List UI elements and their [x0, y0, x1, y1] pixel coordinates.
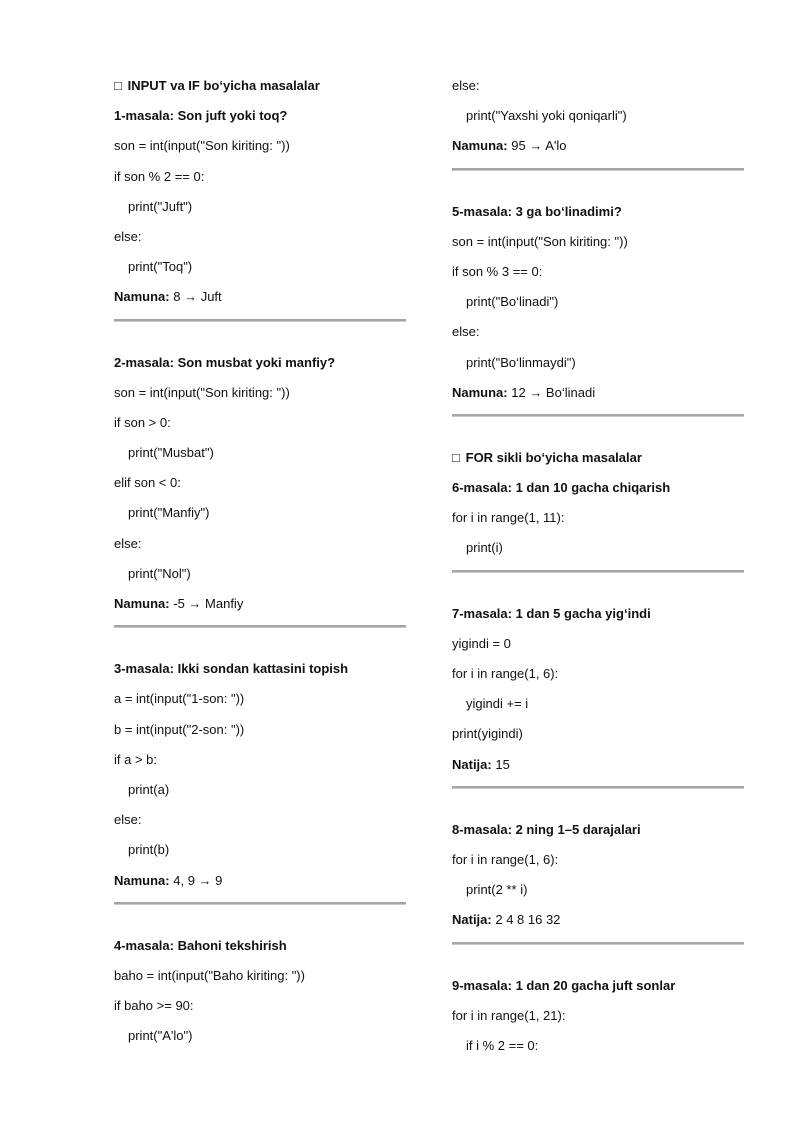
section-heading	[452, 443, 744, 473]
result-line	[452, 905, 744, 935]
code-line: if son % 3 == 0:	[452, 263, 543, 279]
code-line: for i in range(1, 6):	[452, 666, 559, 681]
code-line: print(i)	[466, 540, 503, 556]
heading-text: 1-masala: Son juft yoki toq?	[114, 108, 288, 124]
result-label: Namuna:	[452, 384, 508, 400]
code-line: print("Manfiy")	[128, 505, 210, 521]
code-line: for i in range(1, 21):	[452, 1007, 566, 1023]
heading-text: 4-masala: Bahoni tekshirish	[114, 937, 287, 953]
result-label: Namuna:	[114, 596, 170, 611]
section-divider	[452, 936, 744, 959]
right-column	[452, 71, 744, 1061]
code-line: else:	[452, 324, 480, 340]
section-divider	[452, 780, 744, 803]
code-line: print(2 ** i)	[466, 882, 528, 898]
result-label: Natija:	[452, 756, 492, 772]
code-line: print(yigindi)	[452, 726, 523, 742]
code-line: if baho >= 90:	[114, 998, 194, 1014]
code-line: b = int(input("2-son: "))	[114, 721, 245, 737]
code-line: son = int(input("Son kiriting: "))	[114, 138, 290, 154]
result-value: 12 → Bo‘linadi	[511, 384, 596, 400]
heading-text: 5-masala: 3 ga bo‘linadimi?	[452, 203, 622, 219]
code-line: print("Musbat")	[128, 445, 214, 461]
result-line	[452, 750, 744, 780]
code-line: print("A'lo")	[128, 1028, 193, 1044]
code-line: a = int(input("1-son: "))	[114, 691, 245, 707]
heading-text: 2-masala: Son musbat yoki manfiy?	[114, 354, 336, 370]
section-divider	[452, 408, 744, 431]
heading-text: INPUT va IF bo‘yicha masalalar	[127, 78, 320, 93]
heading-text: 3-masala: Ikki sondan kattasini topish	[114, 661, 349, 677]
code-line: print("Juft")	[128, 198, 193, 214]
result-label: Namuna:	[452, 138, 508, 154]
result-line	[114, 282, 406, 312]
code-line: else:	[114, 535, 142, 551]
code-line: son = int(input("Son kiriting: "))	[452, 233, 628, 249]
heading-text: 9-masala: 1 dan 20 gacha juft sonlar	[452, 977, 676, 993]
result-line	[114, 866, 406, 896]
task-heading	[452, 971, 744, 1001]
result-line	[114, 589, 406, 619]
left-column	[114, 71, 406, 1051]
result-value: 4, 9 → 9	[173, 872, 223, 888]
code-line: yigindi = 0	[452, 635, 511, 651]
task-heading	[114, 654, 406, 684]
result-value: 8 → Juft	[173, 289, 222, 305]
task-heading	[452, 473, 744, 503]
code-line: print(a)	[128, 781, 170, 797]
code-line: if a > b:	[114, 751, 157, 767]
heading-text: 8-masala: 2 ning 1–5 darajalari	[452, 821, 641, 837]
code-line: for i in range(1, 11):	[452, 510, 565, 526]
task-heading	[114, 931, 406, 961]
code-line: yigindi += i	[466, 696, 529, 712]
result-label: Natija:	[452, 912, 492, 928]
code-line: else:	[452, 78, 480, 93]
heading-text: 7-masala: 1 dan 5 gacha yig‘indi	[452, 605, 651, 621]
section-divider	[114, 313, 406, 336]
result-value: 2 4 8 16 32	[495, 912, 561, 928]
heading-text: FOR sikli bo‘yicha masalalar	[465, 449, 642, 465]
code-line: print("Toq")	[128, 259, 193, 275]
placeholder-box-icon: □	[452, 449, 460, 465]
task-heading	[114, 101, 406, 131]
section-heading	[114, 71, 406, 101]
result-label: Namuna:	[114, 872, 170, 888]
result-label: Namuna:	[114, 289, 170, 305]
code-line: print("Bo‘linadi")	[466, 294, 559, 310]
code-line: baho = int(input("Baho kiriting: "))	[114, 967, 305, 983]
code-line: else:	[114, 812, 142, 828]
code-line: if son % 2 == 0:	[114, 168, 205, 184]
result-line	[452, 378, 744, 408]
code-line: for i in range(1, 6):	[452, 851, 559, 867]
section-divider	[452, 564, 744, 587]
result-line	[452, 131, 744, 161]
result-value: -5 → Manfiy	[173, 596, 244, 611]
code-line: print("Nol")	[128, 565, 191, 581]
code-line: print(b)	[128, 842, 170, 858]
code-line: else:	[114, 228, 142, 244]
heading-text: 6-masala: 1 dan 10 gacha chiqarish	[452, 480, 671, 496]
task-heading	[452, 815, 744, 845]
result-value: 15	[495, 756, 510, 772]
task-heading	[452, 599, 744, 629]
task-heading	[452, 197, 744, 227]
code-line: print("Yaxshi yoki qoniqarli")	[466, 108, 627, 124]
result-value: 95 → A'lo	[511, 138, 567, 154]
section-divider	[114, 896, 406, 919]
code-line: elif son < 0:	[114, 475, 181, 491]
code-line: print("Bo‘linmaydi")	[466, 354, 576, 370]
section-divider	[114, 619, 406, 642]
task-heading	[114, 348, 406, 378]
code-line: if son > 0:	[114, 414, 171, 430]
code-line: son = int(input("Son kiriting: "))	[114, 384, 290, 400]
section-divider	[452, 162, 744, 185]
placeholder-box-icon: □	[114, 78, 122, 93]
code-line: if i % 2 == 0:	[466, 1037, 539, 1053]
